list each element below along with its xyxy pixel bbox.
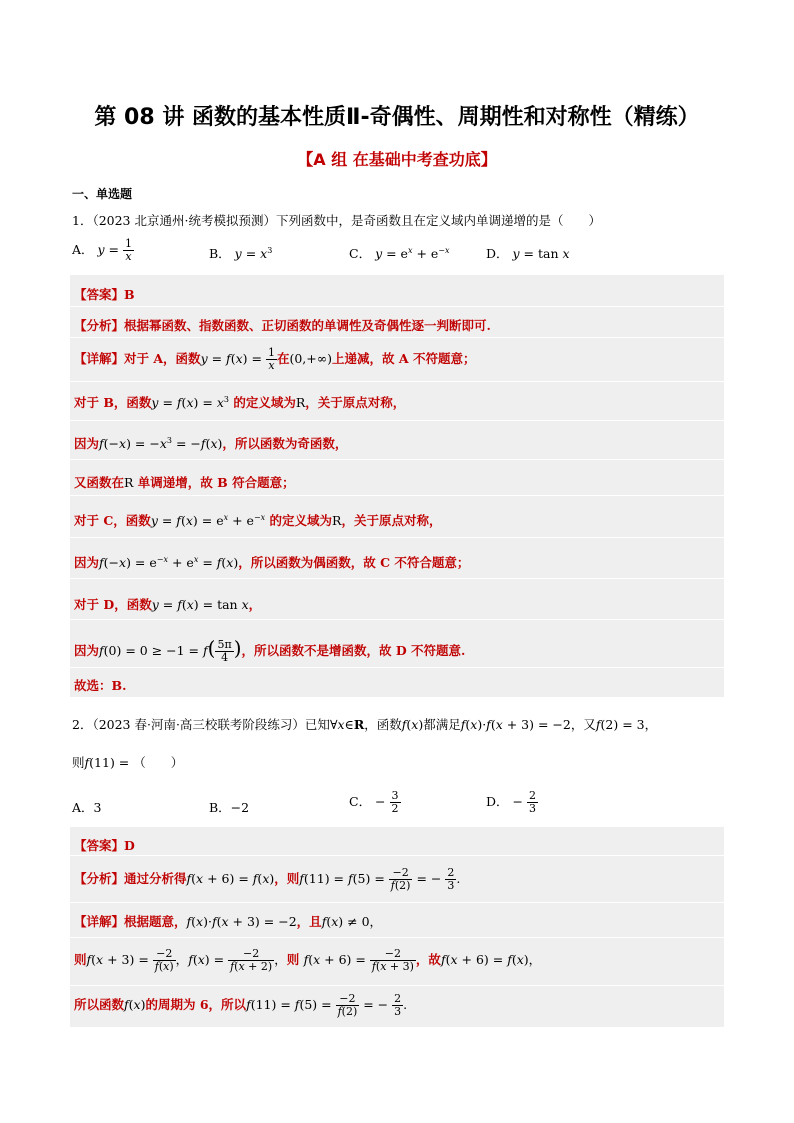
answer-box-2 [70,827,724,1027]
answer-line: 【答案】D [74,838,135,853]
option-b: B．−2 [209,800,250,815]
detail-line-d1: 对于 D，函数y = f(x) = tan x， [74,597,262,612]
question-1-options [72,238,722,268]
option-a: A．3 [72,800,102,815]
choose-line: 故选：B. [74,678,127,693]
derivation-line: 则f(x + 3) = $\frac{-2}{f(x)}$ ，f(x) = $\frac{-2}{f(x + 2)}$ ，则 f(x + 6) = $\frac{-2}{f(x + 3)}$ ，故f(x + 6) = f(x)， [74,947,542,973]
answer-box-1 [70,275,724,697]
detail-line-c1: 对于 C，函数$y = f(x) = e^x + e^{-x}$ 的定义域为R，关于原点对称， [74,512,442,528]
page-title: 第 08 讲 函数的基本性质Ⅱ-奇偶性、周期性和对称性（精练） [94,105,700,130]
analysis-line: 【分析】通过分析得f(x + 6) = f(x)，则f(11) = f(5) = $\frac{-2}{f(2)}$ = − $\frac{2}{3}$ . [74,866,461,892]
detail-line-d2: 因为f(0) = 0 ≥ −1 = f( $\frac{5\pi}{4}$ )，所以函数不是增函数，故 D 不符题意. [74,636,466,664]
option-a: A． y = $\frac{1}{x}$ [72,237,132,263]
question-2-stem: 2．（2023 春·河南·高三校联考阶段练习）已知∀x∈R，函数f(x)都满足f(x)·f(x + 3) = −2，又f(2) = 3， [72,717,658,732]
detail-line-b2: 因为$f(-x) = -x^3 = -f(x)$，所以函数为奇函数， [74,435,348,451]
period-line: 所以函数f(x)的周期为 6，所以f(11) = f(5) = $\frac{-2}{f(2)}$ = − $\frac{2}{3}$ . [74,992,408,1018]
detail-line-a: 【详解】对于 A，函数y = f(x) = $\frac{1}{x}$ 在(0,+∞)上递减，故 A 不符题意； [74,346,476,372]
detail-line-b1: 对于 B，函数$y = f(x) = x^3$ 的定义域为R，关于原点对称， [74,394,406,410]
detail-line-c2: 因为$f(-x) = e^{-x} + e^x = f(x)$，所以函数为偶函数，故 C 不符合题意； [74,554,470,570]
option-d: D． y = tan x [486,246,570,261]
section-heading: 一、单选题 [72,187,133,201]
answer-line: 【答案】B [74,287,135,302]
option-c: C． $y = e^x + e^{-x}$ [349,245,450,261]
option-c: C． − $\frac{3}{2}$ [349,789,399,815]
group-subtitle: 【A 组 在基础中考查功底】 [297,150,497,169]
question-2-stem-line2: 则f(11) = （ ） [72,755,184,770]
option-d: D． − $\frac{2}{3}$ [486,789,536,815]
detail-line: 【详解】根据题意，f(x)·f(x + 3) = −2，且f(x) ≠ 0， [74,914,383,929]
analysis-line: 【分析】根据幂函数、指数函数、正切函数的单调性及奇偶性逐一判断即可. [74,318,491,333]
question-1-stem: 1．（2023 北京通州·统考模拟预测）下列函数中，是奇函数且在定义域内单调递增的是（ ） [72,213,601,228]
option-b: B． $y = x^3$ [209,245,273,261]
detail-line-b3: 又函数在R 单调递增，故 B 符合题意； [74,475,295,490]
question-2-options [72,790,722,820]
